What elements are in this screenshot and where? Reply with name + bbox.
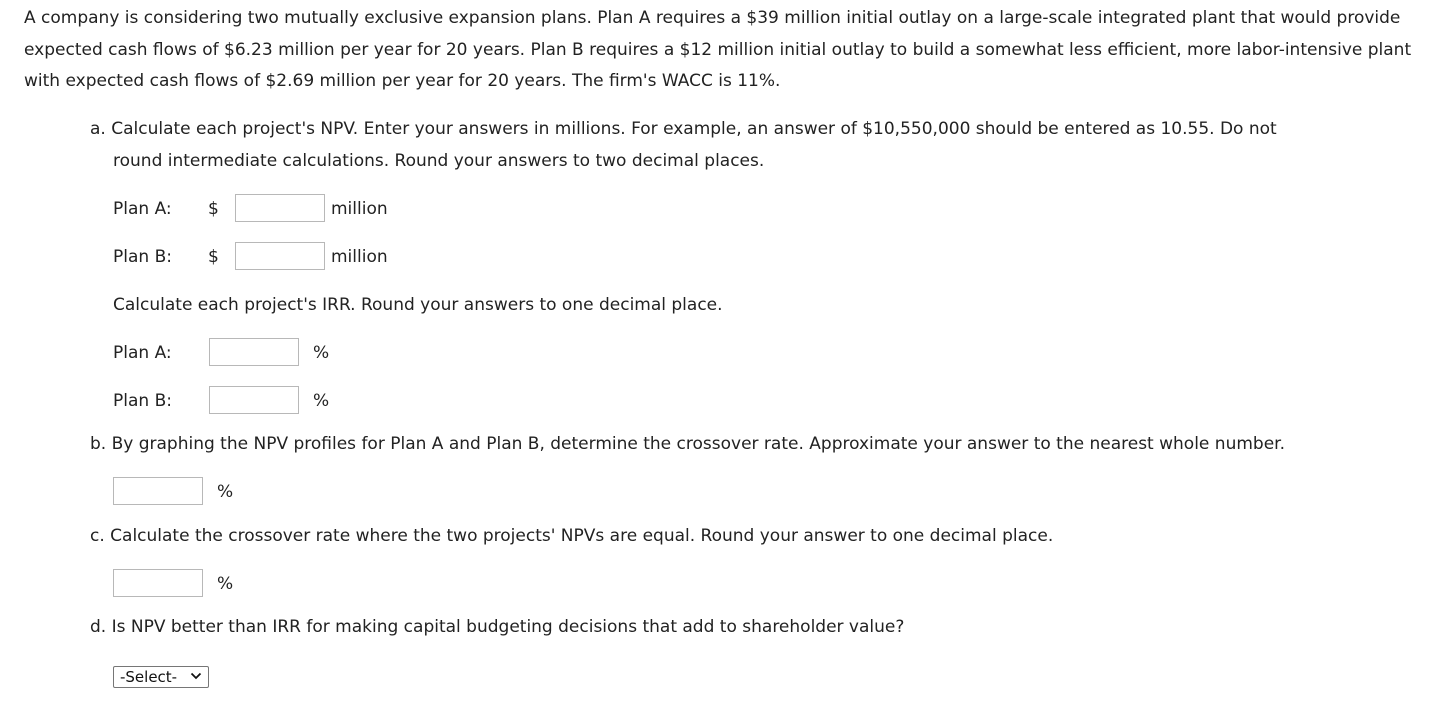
crossover-calc-input[interactable]	[113, 569, 203, 597]
npv-vs-irr-select[interactable]	[113, 666, 209, 688]
part-a-line2: round intermediate calculations. Round your answers to two decimal places.	[113, 150, 765, 171]
irr-row-plan-b	[113, 386, 413, 416]
part-b-answer-row	[113, 477, 313, 507]
part-a-prefix: a.	[90, 119, 106, 139]
npv-plan-b-input[interactable]	[235, 242, 325, 270]
npv-plan-b-unit: million	[331, 247, 388, 267]
irr-prompt: Calculate each project's IRR. Round your answers to one decimal place.	[113, 295, 723, 315]
npv-plan-b-currency: $	[208, 247, 219, 267]
npv-row-plan-b	[113, 242, 513, 272]
irr-plan-a-input[interactable]	[209, 338, 299, 366]
npv-plan-a-label: Plan A:	[113, 199, 172, 219]
part-c-answer-row	[113, 569, 313, 599]
npv-plan-a-unit: million	[331, 199, 388, 219]
part-d-question: d. Is NPV better than IRR for making capital budgeting decisions that add to shareholder value?	[90, 617, 905, 637]
irr-plan-a-label: Plan A:	[113, 343, 172, 363]
irr-plan-b-label: Plan B:	[113, 391, 172, 411]
part-c-question: c. Calculate the crossover rate where the two projects' NPVs are equal. Round your answer to one decimal place.	[90, 526, 1054, 546]
chevron-down-icon	[190, 671, 202, 681]
irr-plan-b-unit: %	[313, 391, 330, 411]
npv-plan-b-label: Plan B:	[113, 247, 172, 267]
npv-plan-a-input[interactable]	[235, 194, 325, 222]
problem-statement: A company is considering two mutually exclusive expansion plans. Plan A requires a $39 million initial outlay on a large-scale integrated plant that would provide expected cash flows of $6.23 million per year for 20 years. Plan B requires a $12 million initial outlay to build a somewhat less efficient, more labor-intensive plant with expected cash flows of $2.69 million per year for 20 years. The firm's WACC is 11%.	[24, 8, 1412, 91]
part-b-unit: %	[217, 482, 234, 502]
select-value: -Select-	[120, 668, 178, 686]
part-a-question	[90, 114, 1390, 177]
npv-plan-a-currency: $	[208, 199, 219, 219]
irr-plan-a-unit: %	[313, 343, 330, 363]
part-b-question: b. By graphing the NPV profiles for Plan A and Plan B, determine the crossover rate. Approximate your answer to the nearest whole number.	[90, 434, 1285, 454]
npv-row-plan-a	[113, 194, 513, 224]
irr-plan-b-input[interactable]	[209, 386, 299, 414]
irr-row-plan-a	[113, 338, 413, 368]
part-a-line1: Calculate each project's NPV. Enter your answers in millions. For example, an answer of $10,550,000 should be entered as 10.55. Do not	[111, 119, 1277, 139]
part-c-unit: %	[217, 574, 234, 594]
crossover-graph-input[interactable]	[113, 477, 203, 505]
